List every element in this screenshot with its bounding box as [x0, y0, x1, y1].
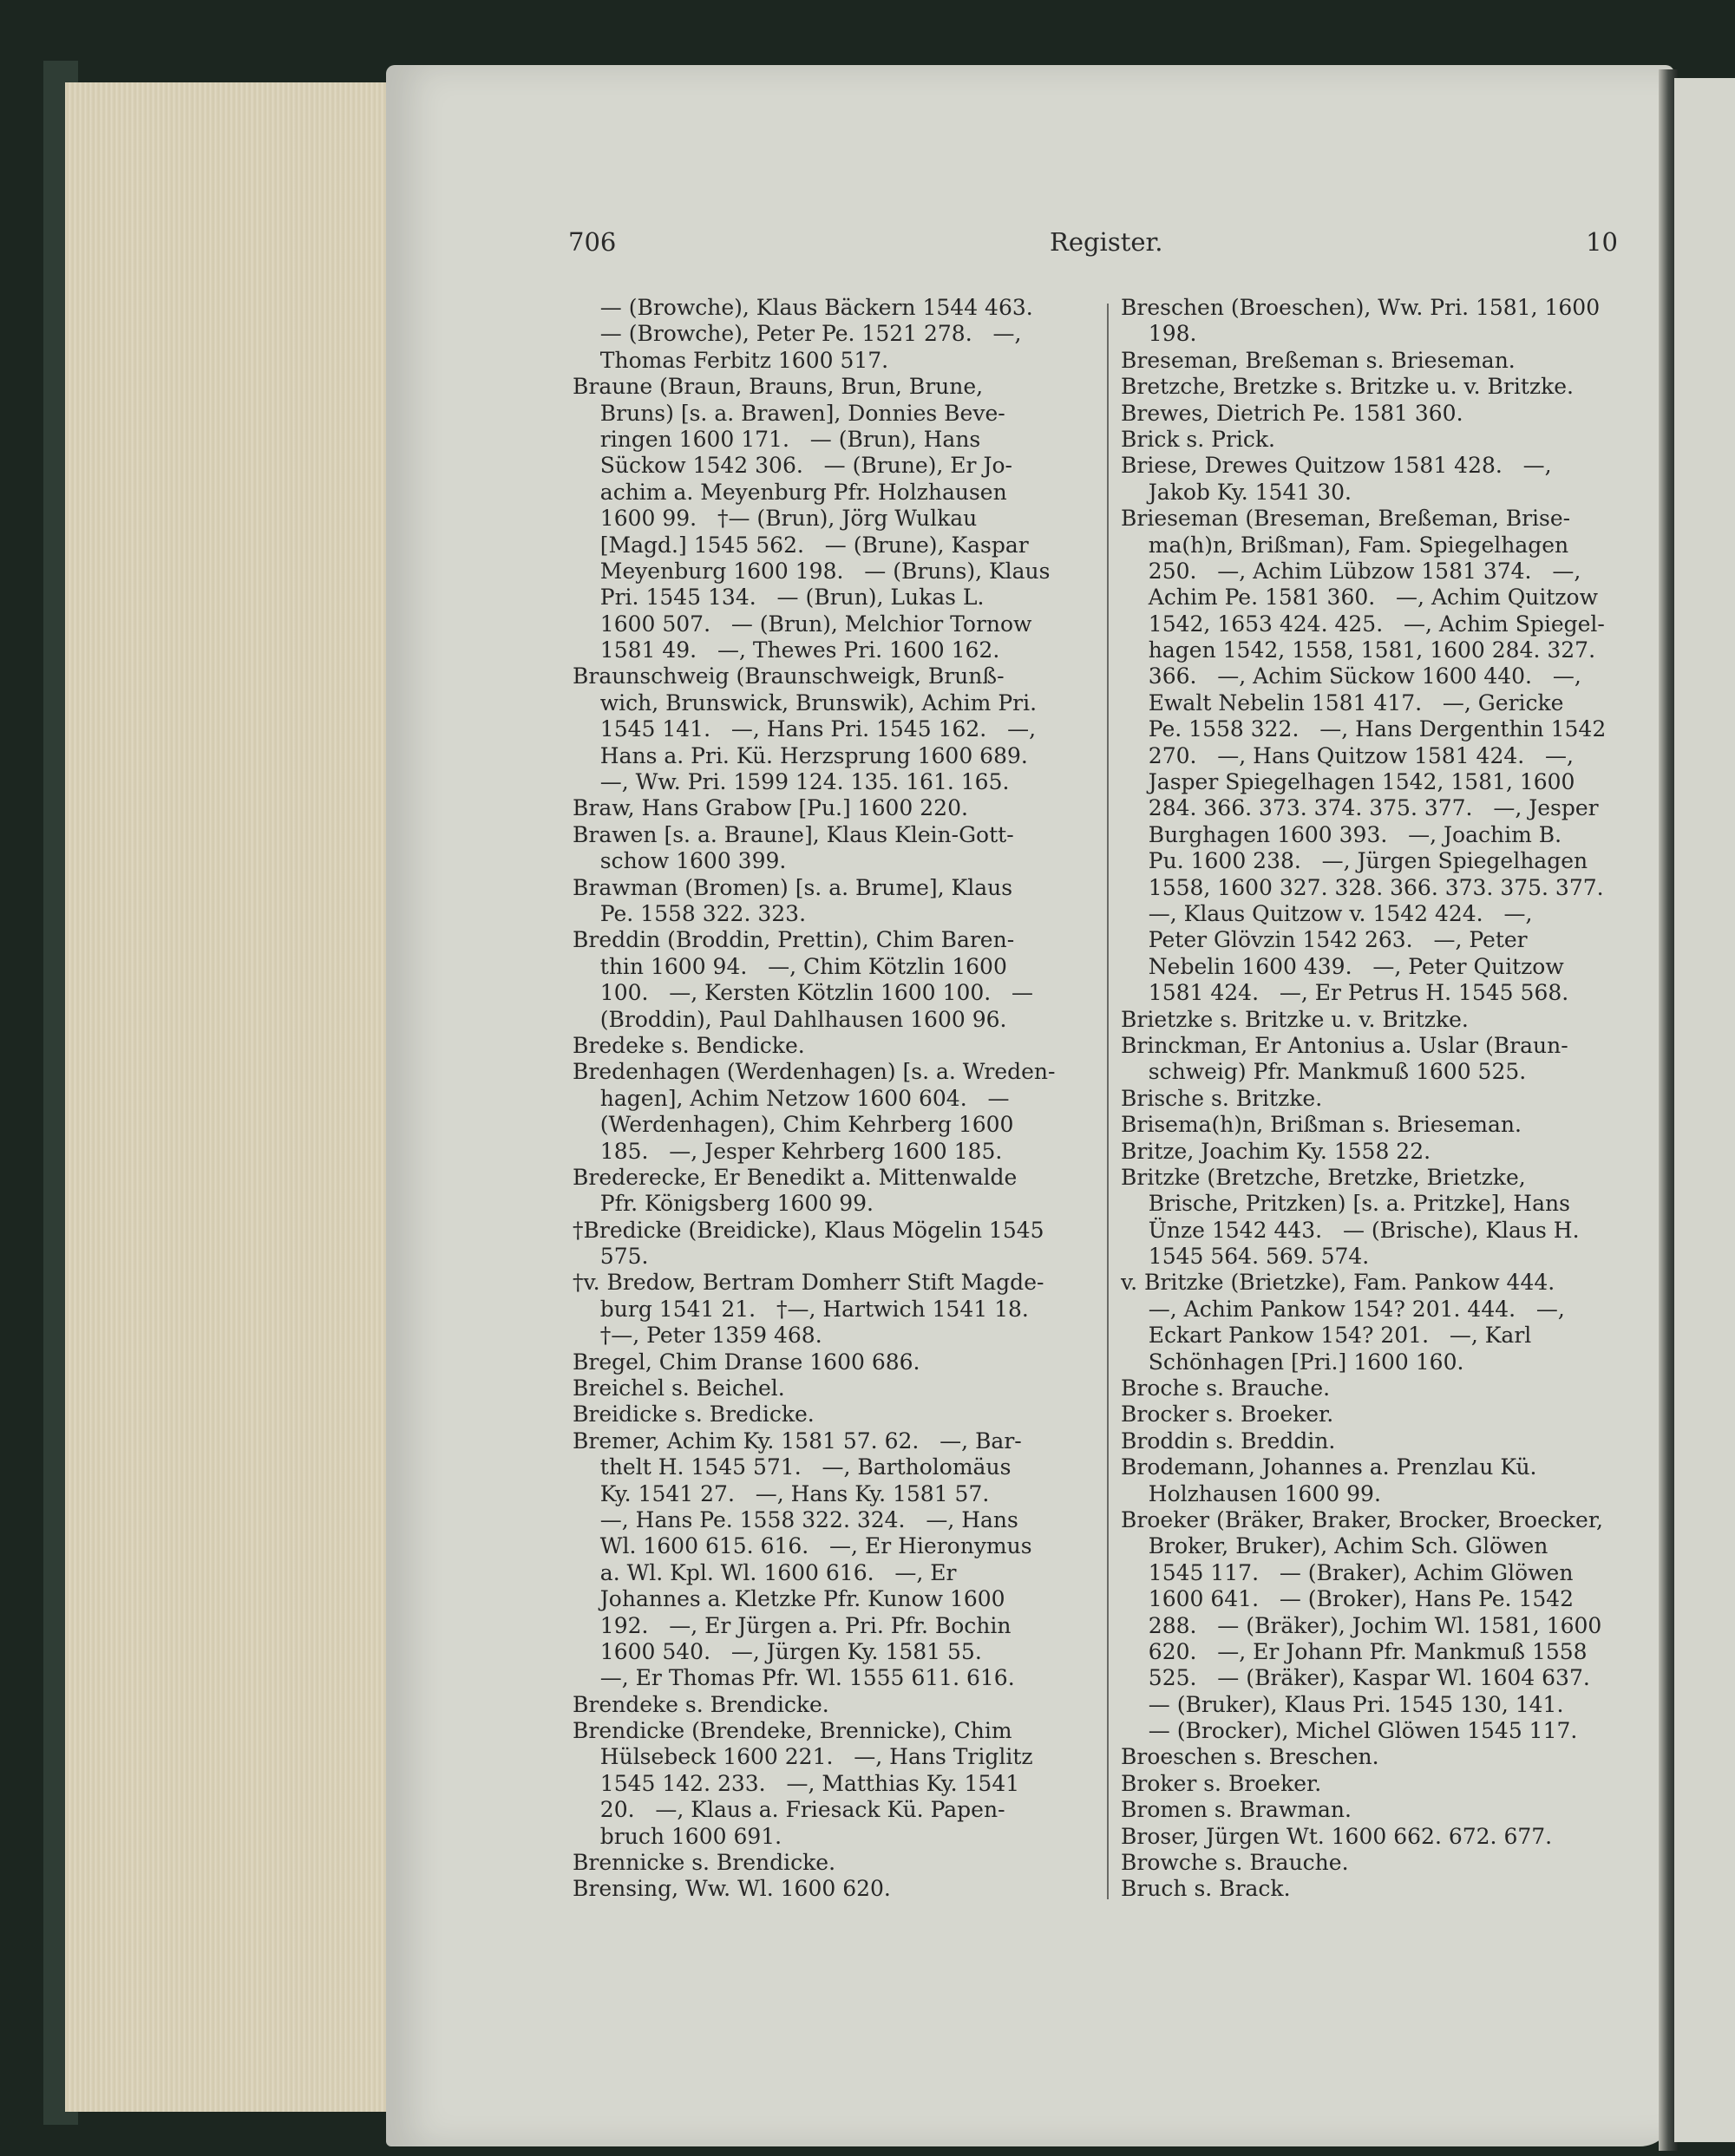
index-line: Hans a. Pri. Kü. Herzsprung 1600 689.	[573, 742, 1028, 768]
index-line: — (Browche), Klaus Bäckern 1544 463.	[573, 295, 1033, 320]
index-line: 1600 99. †— (Brun), Jörg Wulkau	[573, 506, 978, 532]
index-line: Thomas Ferbitz 1600 517.	[573, 347, 889, 373]
index-line: schweig) Pfr. Mankmuß 1600 525.	[1121, 1059, 1527, 1085]
index-line: Breseman, Breßeman s. Brieseman.	[1121, 347, 1516, 373]
index-line: Bregel, Chim Dranse 1600 686.	[573, 1349, 920, 1375]
index-line: Bromen s. Brawman.	[1121, 1797, 1352, 1823]
index-line: — (Browche), Peter Pe. 1521 278. —,	[573, 321, 1022, 347]
index-line: Jasper Spiegelhagen 1542, 1581, 1600	[1121, 769, 1575, 795]
index-line: Braune (Braun, Brauns, Brun, Brune,	[573, 374, 984, 400]
index-line: 1600 540. —, Jürgen Ky. 1581 55.	[573, 1638, 982, 1664]
index-line: Brawman (Bromen) [s. a. Brume], Klaus	[573, 874, 1013, 900]
index-line: —, Er Thomas Pfr. Wl. 1555 611. 616.	[573, 1665, 1015, 1691]
index-line: Braunschweig (Braunschweigk, Brunß-	[573, 663, 1005, 689]
index-line: Breddin (Broddin, Prettin), Chim Baren-	[573, 927, 1015, 953]
index-line: Eckart Pankow 154? 201. —, Karl	[1121, 1323, 1532, 1349]
index-line: 1545 141. —, Hans Pri. 1545 162. —,	[573, 716, 1037, 742]
index-line: †v. Bredow, Bertram Domherr Stift Magde-	[573, 1270, 1044, 1296]
index-line: Britzke (Bretzche, Bretzke, Brietzke,	[1121, 1164, 1526, 1190]
running-title: Register.	[1050, 227, 1163, 257]
index-line: Bruns) [s. a. Brawen], Donnies Beve-	[573, 400, 1005, 426]
index-line: 288. — (Bräker), Jochim Wl. 1581, 1600	[1121, 1612, 1602, 1638]
index-line: Holzhausen 1600 99.	[1121, 1480, 1381, 1506]
index-line: 620. —, Er Johann Pfr. Mankmuß 1558	[1121, 1638, 1588, 1664]
index-line: schow 1600 399.	[573, 848, 787, 874]
index-line: 192. —, Er Jürgen a. Pri. Pfr. Bochin	[573, 1612, 1012, 1638]
index-line: Breichel s. Beichel.	[573, 1375, 785, 1401]
index-line: 366. —, Achim Sückow 1600 440. —,	[1121, 663, 1581, 689]
index-line: 250. —, Achim Lübzow 1581 374. —,	[1121, 558, 1581, 584]
index-line: Broker, Bruker), Achim Sch. Glöwen	[1121, 1533, 1548, 1559]
index-line: Bredeke s. Bendicke.	[573, 1032, 805, 1058]
page-header	[568, 227, 1618, 262]
index-line: Braw, Hans Grabow [Pu.] 1600 220.	[573, 795, 968, 821]
index-line: Brennicke s. Brendicke.	[573, 1850, 836, 1876]
index-column-right	[1121, 295, 1633, 1903]
index-line: 1558, 1600 327. 328. 366. 373. 375. 377.	[1121, 874, 1604, 900]
index-line: ma(h)n, Brißman), Fam. Spiegelhagen	[1121, 532, 1569, 558]
index-line: Pe. 1558 322. —, Hans Dergenthin 1542	[1121, 716, 1607, 742]
index-line: Broddin s. Breddin.	[1121, 1428, 1336, 1454]
index-line: Broche s. Brauche.	[1121, 1375, 1331, 1401]
index-line: 1545 142. 233. —, Matthias Ky. 1541	[573, 1770, 1020, 1796]
index-line: (Broddin), Paul Dahlhausen 1600 96.	[573, 1006, 1007, 1032]
index-line: 1581 424. —, Er Petrus H. 1545 568.	[1121, 980, 1569, 1006]
index-line: Brocker s. Broeker.	[1121, 1401, 1334, 1428]
index-line: —, Klaus Quitzow v. 1542 424. —,	[1121, 900, 1533, 926]
index-line: Wl. 1600 615. 616. —, Er Hieronymus	[573, 1533, 1032, 1559]
index-line: —, Ww. Pri. 1599 124. 135. 161. 165.	[573, 769, 1010, 795]
index-column-left	[573, 295, 1093, 1903]
index-line: Johannes a. Kletzke Pfr. Kunow 1600	[573, 1586, 1005, 1612]
index-line: Bremer, Achim Ky. 1581 57. 62. —, Bar-	[573, 1428, 1022, 1454]
index-line: Brodemann, Johannes a. Prenzlau Kü.	[1121, 1454, 1537, 1480]
index-line: bruch 1600 691.	[573, 1823, 782, 1849]
index-line: Broker s. Broeker.	[1121, 1770, 1322, 1796]
index-line: Breidicke s. Bredicke.	[573, 1401, 815, 1428]
index-line: hagen], Achim Netzow 1600 604. —	[573, 1085, 1010, 1111]
index-line: v. Britzke (Brietzke), Fam. Pankow 444.	[1121, 1270, 1555, 1296]
index-line: 100. —, Kersten Kötzlin 1600 100. —	[573, 980, 1034, 1006]
index-line: Brederecke, Er Benedikt a. Mittenwalde	[573, 1164, 1018, 1190]
index-line: Jakob Ky. 1541 30.	[1121, 479, 1352, 505]
facing-page-edge	[1674, 78, 1735, 2142]
index-line: [Magd.] 1545 562. — (Brune), Kaspar	[573, 532, 1029, 558]
index-line: 198.	[1121, 321, 1197, 347]
index-line: — (Brocker), Michel Glöwen 1545 117.	[1121, 1718, 1578, 1744]
index-line: Brietzke s. Britzke u. v. Britzke.	[1121, 1006, 1469, 1032]
index-line: thelt H. 1545 571. —, Bartholomäus	[573, 1454, 1012, 1480]
index-line: 1545 564. 569. 574.	[1121, 1244, 1370, 1270]
index-line: achim a. Meyenburg Pfr. Holzhausen	[573, 479, 1007, 505]
index-line: 270. —, Hans Quitzow 1581 424. —,	[1121, 742, 1574, 768]
index-line: Brische, Pritzken) [s. a. Pritzke], Hans	[1121, 1191, 1570, 1217]
index-line: 1581 49. —, Thewes Pri. 1600 162.	[573, 637, 1000, 663]
page-block-edges	[65, 82, 399, 2112]
index-line: 20. —, Klaus a. Friesack Kü. Papen-	[573, 1797, 1005, 1823]
index-line: Ewalt Nebelin 1581 417. —, Gericke	[1121, 689, 1564, 715]
index-line: Brinckman, Er Antonius a. Uslar (Braun-	[1121, 1032, 1568, 1058]
index-line: 1600 507. — (Brun), Melchior Tornow	[573, 611, 1032, 637]
index-line: Nebelin 1600 439. —, Peter Quitzow	[1121, 953, 1564, 979]
index-line: Brendicke (Brendeke, Brennicke), Chim	[573, 1718, 1012, 1744]
index-line: Brieseman (Breseman, Breßeman, Brise-	[1121, 506, 1571, 532]
index-line: Pe. 1558 322. 323.	[573, 900, 807, 926]
index-line: Schönhagen [Pri.] 1600 160.	[1121, 1349, 1464, 1375]
index-line: Broeker (Bräker, Braker, Brocker, Broecker,	[1121, 1506, 1603, 1532]
index-line: thin 1600 94. —, Chim Kötzlin 1600	[573, 953, 1007, 979]
index-line: 185. —, Jesper Kehrberg 1600 185.	[573, 1138, 1003, 1164]
index-line: 575.	[573, 1244, 649, 1270]
index-line: hagen 1542, 1558, 1581, 1600 284. 327.	[1121, 637, 1596, 663]
index-line: —, Hans Pe. 1558 322. 324. —, Hans	[573, 1506, 1018, 1532]
index-line: wich, Brunswick, Brunswik), Achim Pri.	[573, 689, 1038, 715]
index-line: Brische s. Britzke.	[1121, 1085, 1323, 1111]
index-line: †—, Peter 1359 468.	[573, 1323, 822, 1349]
column-divider	[1107, 304, 1109, 1899]
index-line: Ünze 1542 443. — (Brische), Klaus H.	[1121, 1217, 1580, 1243]
index-line: Broser, Jürgen Wt. 1600 662. 672. 677.	[1121, 1823, 1553, 1849]
index-line: 1600 641. — (Broker), Hans Pe. 1542	[1121, 1586, 1575, 1612]
index-line: Browche s. Brauche.	[1121, 1850, 1349, 1876]
index-line: Breschen (Broeschen), Ww. Pri. 1581, 1600	[1121, 295, 1601, 320]
index-line: a. Wl. Kpl. Wl. 1600 616. —, Er	[573, 1559, 957, 1585]
index-line: Pri. 1545 134. — (Brun), Lukas L.	[573, 585, 985, 611]
index-line: 1545 117. — (Braker), Achim Glöwen	[1121, 1559, 1574, 1585]
index-line: Bredenhagen (Werdenhagen) [s. a. Wreden-	[573, 1059, 1056, 1085]
index-line: †Bredicke (Breidicke), Klaus Mögelin 1545	[573, 1217, 1044, 1243]
index-line: Pfr. Königsberg 1600 99.	[573, 1191, 874, 1217]
index-line: Brensing, Ww. Wl. 1600 620.	[573, 1876, 891, 1902]
index-line: 525. — (Bräker), Kaspar Wl. 1604 637.	[1121, 1665, 1590, 1691]
index-line: Briese, Drewes Quitzow 1581 428. —,	[1121, 453, 1552, 479]
index-line: Pu. 1600 238. —, Jürgen Spiegelhagen	[1121, 848, 1588, 874]
index-line: Ky. 1541 27. —, Hans Ky. 1581 57.	[573, 1480, 990, 1506]
index-line: Broeschen s. Breschen.	[1121, 1744, 1379, 1770]
index-line: Bretzche, Bretzke s. Britzke u. v. Britzke.	[1121, 374, 1574, 400]
index-line: Brisema(h)n, Brißman s. Brieseman.	[1121, 1112, 1522, 1138]
index-line: ringen 1600 171. — (Brun), Hans	[573, 426, 981, 452]
index-line: 284. 366. 373. 374. 375. 377. —, Jesper	[1121, 795, 1599, 821]
index-line: Brawen [s. a. Braune], Klaus Klein-Gott-	[573, 821, 1014, 847]
index-line: (Werdenhagen), Chim Kehrberg 1600	[573, 1112, 1014, 1138]
index-line: Peter Glövzin 1542 263. —, Peter	[1121, 927, 1528, 953]
index-line: Brick s. Prick.	[1121, 426, 1276, 452]
index-line: Burghagen 1600 393. —, Joachim B.	[1121, 821, 1562, 847]
column-marker: 10	[1586, 227, 1618, 257]
index-line: —, Achim Pankow 154? 201. 444. —,	[1121, 1296, 1565, 1322]
index-line: Brendeke s. Brendicke.	[573, 1691, 829, 1717]
index-line: Sückow 1542 306. — (Brune), Er Jo-	[573, 453, 1012, 479]
index-line: Meyenburg 1600 198. — (Bruns), Klaus	[573, 558, 1051, 584]
index-line: 1542, 1653 424. 425. —, Achim Spiegel-	[1121, 611, 1605, 637]
index-line: Brewes, Dietrich Pe. 1581 360.	[1121, 400, 1463, 426]
index-line: burg 1541 21. †—, Hartwich 1541 18.	[573, 1296, 1029, 1322]
index-line: — (Bruker), Klaus Pri. 1545 130, 141.	[1121, 1691, 1564, 1717]
index-line: Achim Pe. 1581 360. —, Achim Quitzow	[1121, 585, 1599, 611]
page-number: 706	[568, 227, 617, 257]
index-line: Britze, Joachim Ky. 1558 22.	[1121, 1138, 1431, 1164]
index-line: Bruch s. Brack.	[1121, 1876, 1291, 1902]
index-line: Hülsebeck 1600 221. —, Hans Triglitz	[573, 1744, 1033, 1770]
